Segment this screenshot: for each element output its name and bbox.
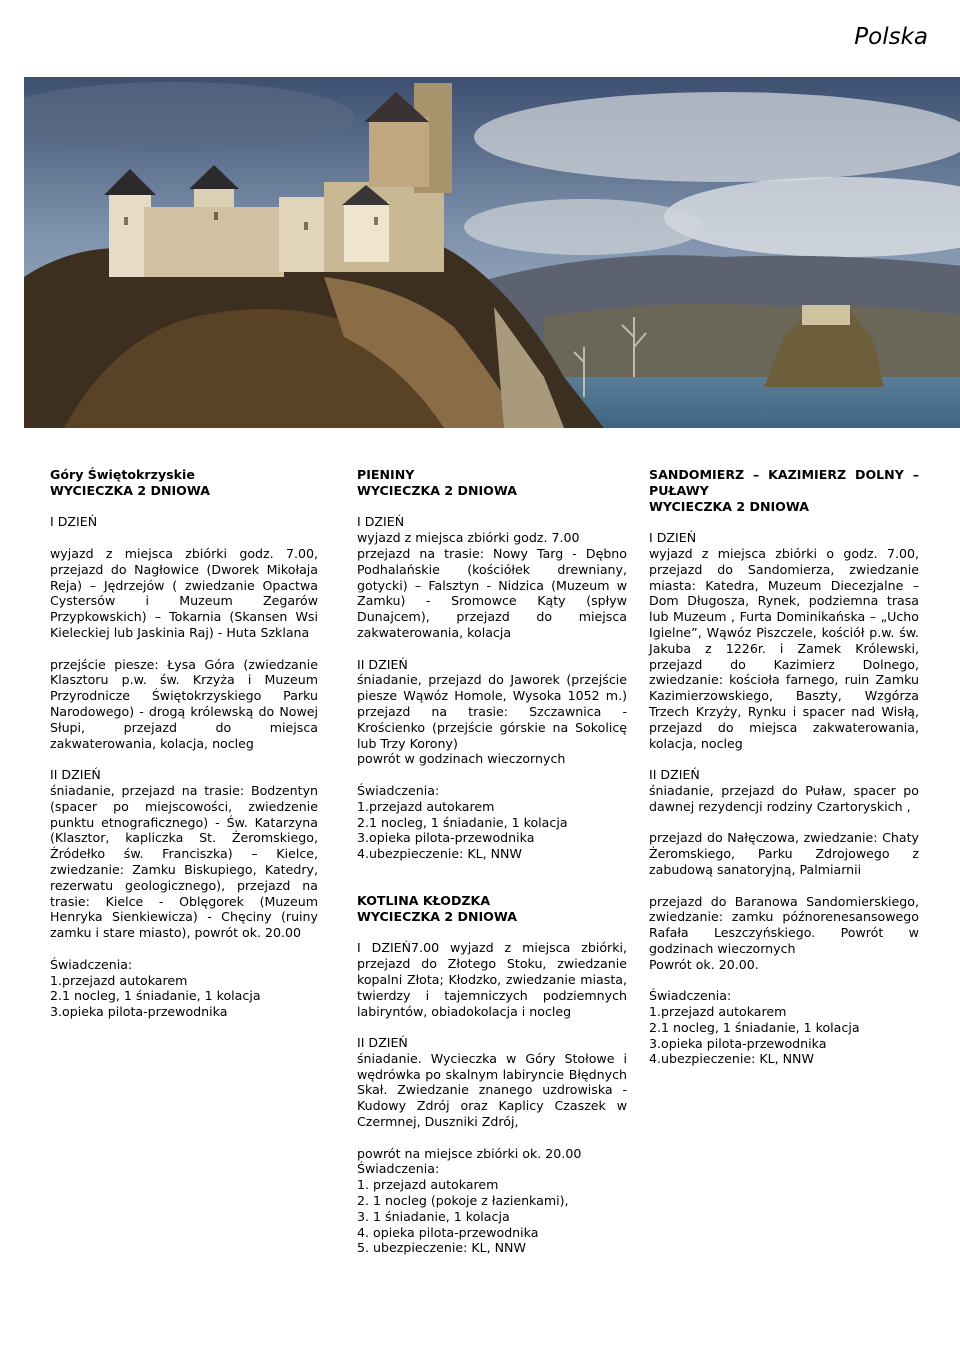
service-item: 3.opieka pilota-przewodnika bbox=[50, 1004, 228, 1020]
paragraph: wyjazd z miejsca zbiórki o godz. 7.00, przejazd do Sandomierza, zwiedzanie miasta: Katedra, Muzeum Diecezjalne – Dom Długosza, Rynek, podziemna trasa lub Muzeum , Furta Dominikańska – „Ucho Igielne”, Wąwóz Piszczele, kościół p.w. św. Jakuba z 1226r. i Zamek Królewski, przejazd do Kazimierz Dolnego, zwiedzanie: kościoła farnego, ruin Zamku Kazimierzowskiego, Baszty, Wzgórza Trzech Krzyży, Rynku i spacer nad Wisłą, przejazd do miejsca zakwaterowania, kolacja, nocleg bbox=[649, 545, 919, 751]
service-item: 4.ubezpieczenie: KL, NNW bbox=[649, 1051, 814, 1067]
service-item: 3. 1 śniadanie, 1 kolacja bbox=[357, 1208, 510, 1224]
section-subtitle: WYCIECZKA 2 DNIOWA bbox=[649, 498, 809, 514]
page-title: Polska bbox=[854, 24, 928, 50]
paragraph: powrót w godzinach wieczornych bbox=[357, 751, 566, 767]
service-item: 1.przejazd autokarem bbox=[357, 798, 495, 814]
paragraph: powrót na miejsce zbiórki ok. 20.00 bbox=[357, 1145, 582, 1161]
service-item: 3.opieka pilota-przewodnika bbox=[649, 1035, 827, 1051]
section-title: KOTLINA KŁODZKA bbox=[357, 892, 491, 908]
day-heading: I DZIEŃ bbox=[649, 530, 697, 546]
castle-photo bbox=[24, 77, 960, 428]
service-item: 2. 1 nocleg (pokoje z łazienkami), bbox=[357, 1193, 569, 1209]
day-heading: II DZIEŃ bbox=[649, 767, 700, 783]
paragraph: Powrót ok. 20.00. bbox=[649, 956, 759, 972]
section-subtitle: WYCIECZKA 2 DNIOWA bbox=[357, 908, 517, 924]
paragraph: wyjazd z miejsca zbiórki godz. 7.00, przejazd do Nagłowice (Dworek Mikołaja Reja) – Jędrzejów ( zwiedzanie Opactwa Cystersów i Muzeum Zegarów Przypkowskich) – Tokarnia (Skansen Wsi Kieleckiej lub Jaskinia Raj) - Huta Szklana bbox=[50, 545, 318, 640]
service-item: 2.1 nocleg, 1 śniadanie, 1 kolacja bbox=[357, 814, 568, 830]
column-pieniny bbox=[357, 467, 627, 1256]
services-title: Świadczenia: bbox=[357, 1161, 440, 1177]
service-item: 2.1 nocleg, 1 śniadanie, 1 kolacja bbox=[649, 1019, 860, 1035]
paragraph: śniadanie, przejazd na trasie: Bodzentyn (spacer po miejscowości, zwiedzenie punktu etnograficznego) - Św. Katarzyna (Klasztor, kapliczka St. Żeromskiego, Źródełko św. Franciszka) – Kielce, zwiedzanie: Zamku Biskupiego, Katedry, rezerwatu geologicznego), przejazd na trasie: Kielce - Oblęgorek (Muzeum Henryka Sienkiewicza) - Chęciny (ruiny zamku i stare miasto), powrót ok. 20.00 bbox=[50, 782, 318, 941]
paragraph: śniadanie. Wycieczka w Góry Stołowe i wędrówka po skalnym labiryncie Błędnych Skał. Zwiedzanie znanego uzdrowiska - Kudowy Zdrój oraz Kaplicy Czaszek w Czermnej, Duszniki Zdrój, bbox=[357, 1050, 627, 1130]
section-subtitle: WYCIECZKA 2 DNIOWA bbox=[50, 482, 210, 498]
day-heading: II DZIEŃ bbox=[357, 1035, 408, 1051]
paragraph: I DZIEŃ7.00 wyjazd z miejsca zbiórki, przejazd do Złotego Stoku, zwiedzanie kopalni Złota; Kłodzko, zwiedzanie miasta, twierdzy i tajemniczych podziemnych labiryntów, obiadokolacja i nocleg bbox=[357, 940, 627, 1019]
services-title: Świadczenia: bbox=[357, 782, 440, 798]
service-item: 3.opieka pilota-przewodnika bbox=[357, 830, 535, 846]
day-heading: II DZIEŃ bbox=[357, 656, 408, 672]
paragraph: śniadanie, przejazd do Puław, spacer po dawnej rezydencji rodziny Czartoryskich , bbox=[649, 782, 919, 814]
section-title: PIENINY bbox=[357, 467, 415, 482]
section-title: Góry Świętokrzyskie bbox=[50, 467, 195, 482]
service-item: 4. opieka pilota-przewodnika bbox=[357, 1224, 539, 1240]
day-heading: I DZIEŃ bbox=[357, 514, 405, 530]
section-subtitle: WYCIECZKA 2 DNIOWA bbox=[357, 482, 517, 498]
service-item: 1.przejazd autokarem bbox=[649, 1004, 787, 1020]
services-title: Świadczenia: bbox=[649, 988, 732, 1004]
paragraph: przejazd na trasie: Nowy Targ - Dębno Podhalańskie (kościółek drewniany, gotycki) – Falsztyn - Nidzica (Muzeum w Zamku) - Sromowce Kąty (spływ Dunajcem), przejazd do miejsca zakwaterowania, kolacja bbox=[357, 545, 627, 640]
service-item: 2.1 nocleg, 1 śniadanie, 1 kolacja bbox=[50, 988, 261, 1004]
paragraph: przejście piesze: Łysa Góra (zwiedzanie Klasztoru p.w. św. Krzyża i Muzeum Przyrodnicze Świętokrzyskiego Parku Narodowego) - drogą królewską do Nowej Słupi, przejazd do miejsca zakwaterowania, kolacja, nocleg bbox=[50, 656, 318, 751]
day-heading: I DZIEŃ bbox=[50, 514, 98, 530]
section-title: SANDOMIERZ – KAZIMIERZ DOLNY – PUŁAWY bbox=[649, 467, 919, 498]
paragraph: śniadanie, przejazd do Jaworek (przejście piesze Wąwóz Homole, Wysoka 1052 m.) przejazd na trasie: Szczawnica - Krościenko (przejście górskie na Sokolicę lub Trzy Korony) bbox=[357, 672, 627, 751]
paragraph: wyjazd z miejsca zbiórki godz. 7.00 bbox=[357, 530, 580, 546]
paragraph: przejazd do Nałęczowa, zwiedzanie: Chaty Żeromskiego, Parku Zdrojowego z zabudową sanatoryjną, Palmiarnii bbox=[649, 830, 919, 877]
paragraph: przejazd do Baranowa Sandomierskiego, zwiedzanie: zamku późnorenesansowego Rafała Leszczyńskiego. Powrót w godzinach wieczornych bbox=[649, 893, 919, 956]
column-sandomierz bbox=[649, 467, 919, 1067]
service-item: 1.przejazd autokarem bbox=[50, 972, 188, 988]
services-title: Świadczenia: bbox=[50, 956, 133, 972]
service-item: 5. ubezpieczenie: KL, NNW bbox=[357, 1240, 526, 1256]
day-heading: II DZIEŃ bbox=[50, 767, 101, 783]
column-gory-swietokrzyskie bbox=[50, 467, 318, 1020]
service-item: 4.ubezpieczenie: KL, NNW bbox=[357, 846, 522, 862]
service-item: 1. przejazd autokarem bbox=[357, 1177, 499, 1193]
